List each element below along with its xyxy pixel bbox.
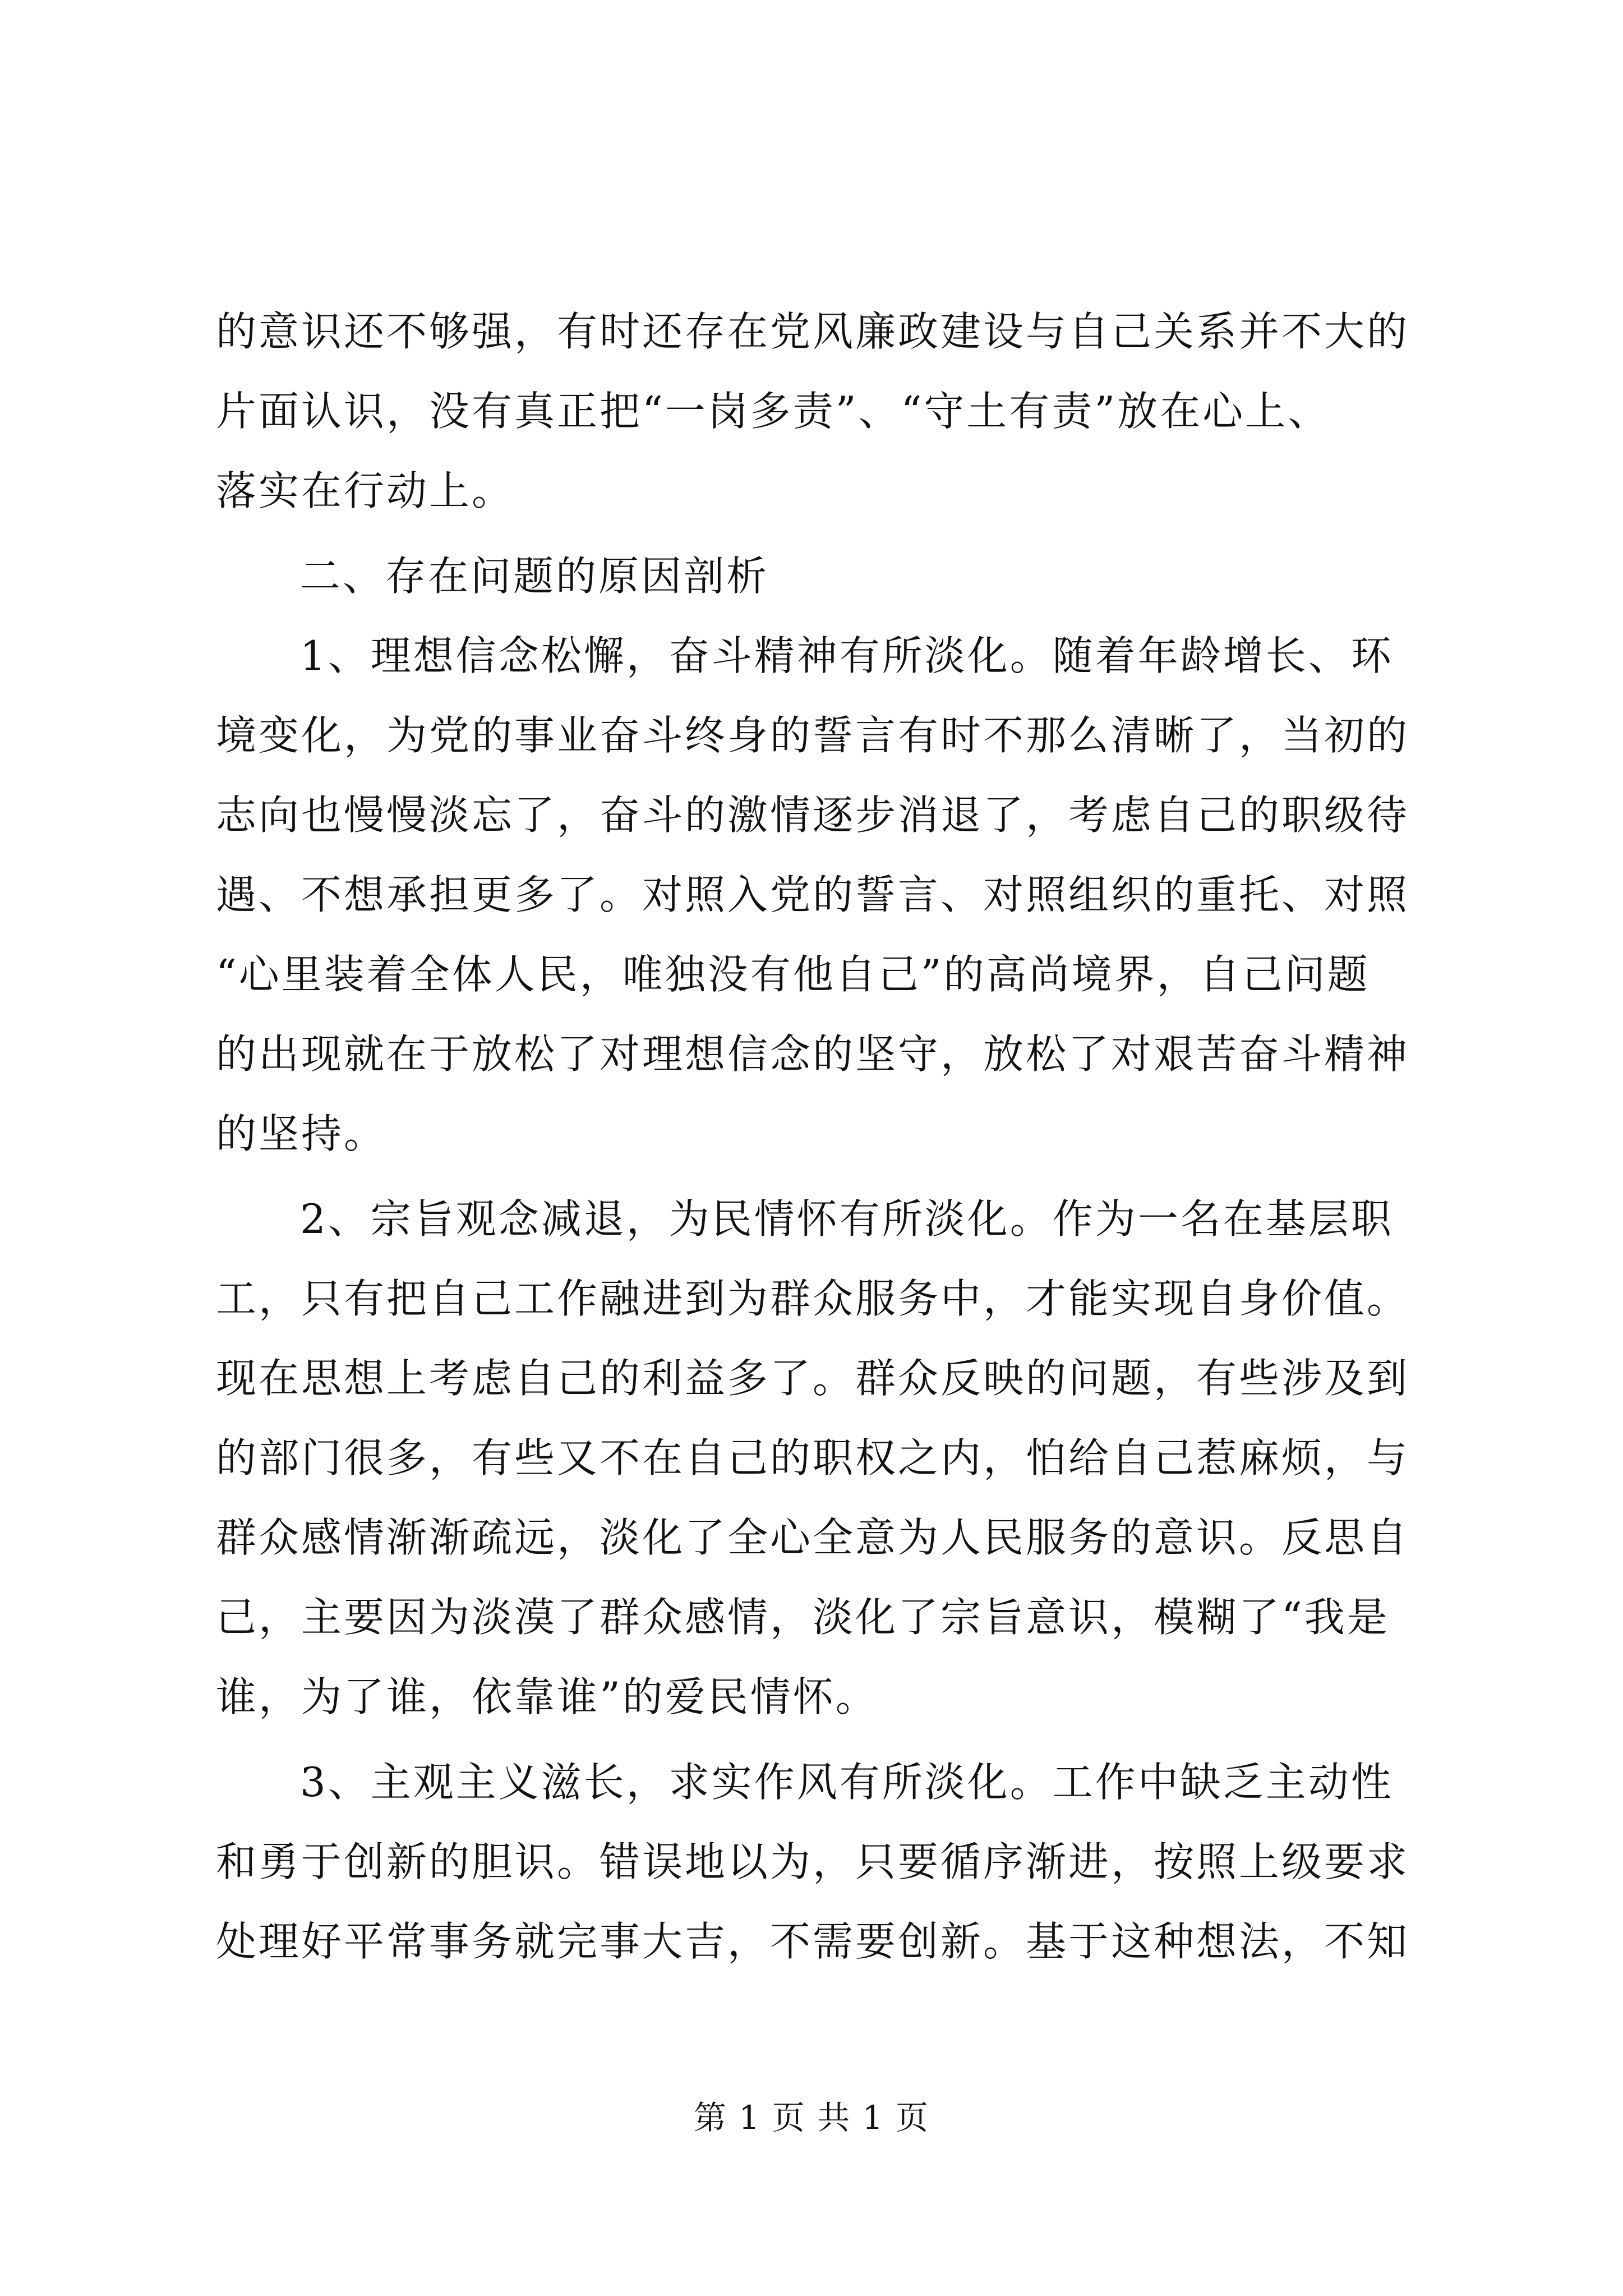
text-line: 处理好平常事务就完事大吉，不需要创新。基于这种想法，不知: [216, 1918, 1410, 1965]
text-line: 的出现就在于放松了对理想信念的坚守，放松了对艰苦奋斗精神: [216, 1030, 1410, 1078]
section-heading: 二、存在问题的原因剖析: [300, 553, 769, 600]
paragraph-first-line: 1、理想信念松懈，奋斗精神有所淡化。随着年龄增长、环: [300, 632, 1394, 679]
text-line: 的意识还不够强，有时还存在党风廉政建设与自己关系并不大的: [216, 308, 1410, 355]
text-line: 和勇于创新的胆识。错误地以为，只要循序渐进，按照上级要求: [216, 1838, 1410, 1885]
page-number-footer: 第 1 页 共 1 页: [694, 2099, 929, 2137]
text-line: 群众感情渐渐疏远，淡化了全心全意为人民服务的意识。反思自: [216, 1514, 1410, 1561]
text-line: 志向也慢慢淡忘了，奋斗的激情逐步消退了，考虑自己的职级待: [216, 792, 1410, 839]
text-line: 现在思想上考虑自己的利益多了。群众反映的问题，有些涉及到: [216, 1355, 1410, 1402]
text-line: 工，只有把自己工作融进到为群众服务中，才能实现自身价值。: [216, 1275, 1410, 1322]
paragraph-first-line: 2、宗旨观念减退，为民情怀有所淡化。作为一名在基层职: [300, 1195, 1394, 1243]
text-line: 片面认识，没有真正把“一岗多责”、“守土有责”放在心上、: [216, 388, 1331, 435]
document-body: [216, 292, 1422, 1981]
text-line: 遇、不想承担更多了。对照入党的誓言、对照组织的重托、对照: [216, 871, 1410, 918]
text-line: 谁，为了谁，依靠谁”的爱民情怀。: [216, 1673, 878, 1720]
text-line: 的坚持。: [216, 1110, 387, 1157]
text-line: 落实在行动上。: [216, 467, 515, 514]
text-line: 己，主要因为淡漠了群众感情，淡化了宗旨意识，模糊了“我是: [216, 1594, 1390, 1641]
text-line: “心里装着全体人民，唯独没有他自己”的高尚境界，自己问题: [216, 951, 1370, 998]
text-line: 的部门很多，有些又不在自己的职权之内，怕给自己惹麻烦，与: [216, 1434, 1410, 1481]
text-line: 境变化，为党的事业奋斗终身的誓言有时不那么清晰了，当初的: [216, 712, 1410, 759]
paragraph-first-line: 3、主观主义滋长，求实作风有所淡化。工作中缺乏主动性: [300, 1759, 1394, 1806]
